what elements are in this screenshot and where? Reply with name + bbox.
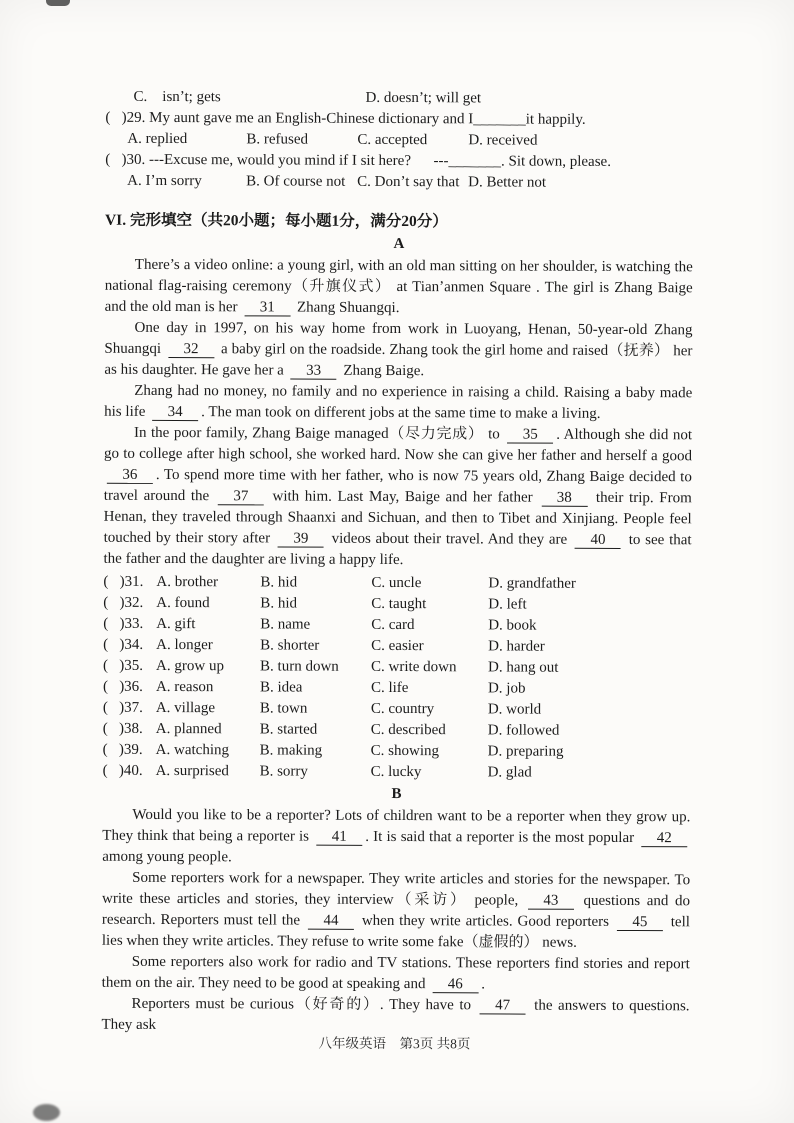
cloze-blank: 35 [507, 427, 553, 443]
cloze-question-row [103, 677, 691, 701]
cloze-blank: 31 [244, 300, 290, 316]
question-number: ( )32. [103, 594, 144, 611]
cloze-blank: 41 [316, 830, 362, 846]
option-a: A. gift [156, 615, 196, 633]
option-d: D. followed [487, 722, 560, 739]
passage-paragraph: Zhang had no money, no family and no experience in raising a child. Raising a baby made his life 34 . The man took on different jobs at the same time to make a living. [104, 382, 693, 422]
cloze-blank: 38 [541, 491, 587, 507]
option-c: C. life [370, 679, 409, 697]
question-29-stem: ( )29. My aunt gave me an English-Chinese dictionary and I_______it happily. [105, 109, 586, 128]
option-c: C. isn’t; gets [133, 88, 221, 106]
passage-paragraph: Would you like to be a reporter? Lots of children want to be a reporter when they grow up. They think that being a reporter is 41 . It is said that a reporter is the most popular 42 among young people. [102, 806, 691, 866]
cloze-blank: 39 [278, 531, 324, 547]
option-a: A. found [156, 594, 210, 612]
cloze-question-row [103, 656, 691, 680]
option-b: B. refused [246, 131, 309, 148]
cloze-blank: 32 [168, 342, 214, 358]
cloze-a-questions [103, 572, 692, 785]
question-number: ( )37. [102, 699, 143, 716]
option-c: C. showing [370, 742, 440, 760]
question-number: ( )40. [102, 762, 143, 779]
question-number: ( )34. [103, 636, 144, 653]
passage-paragraph: Some reporters also work for radio and TV stations. These reporters find stories and report them on the air. They need to be good at speaking and 46 . [101, 953, 690, 993]
option-a: A. grow up [156, 657, 225, 675]
passage-paragraph: One day in 1997, on his way home from work in Luoyang, Henan, 50-year-old Zhang Shuangqi 32 a baby girl on the roadside. Zhang took the girl home and raised（抚养） her as his daughter. He gave her a 33 Zhang Baige. [104, 319, 693, 380]
question-number: ( )39. [102, 741, 143, 758]
option-d: D. job [487, 680, 526, 697]
question-number: ( )33. [103, 615, 144, 632]
cloze-blank: 34 [152, 405, 198, 421]
option-c: C. accepted [357, 131, 428, 149]
option-d: D. glad [487, 764, 532, 781]
cloze-blank: 36 [107, 468, 153, 484]
question-number: ( )36. [102, 678, 143, 695]
option-c: C. Don’t say that [357, 173, 460, 191]
option-b: B. town [259, 700, 308, 717]
option-c: C. uncle [371, 574, 422, 592]
cloze-blank: 45 [617, 915, 663, 931]
option-c: C. described [370, 721, 446, 739]
option-a: A. village [155, 699, 216, 717]
section-vi-heading: VI. 完形填空（共20小题；每小题1分，满分20分） [104, 211, 448, 231]
option-d: D. world [487, 701, 542, 718]
option-d: D. received [468, 132, 538, 149]
page-footer: 八年级英语 第3页 共8页 [318, 1035, 471, 1052]
option-c: C. card [371, 616, 415, 634]
cloze-question-row [103, 740, 691, 764]
cloze-question-row [103, 635, 691, 659]
option-b: B. started [259, 721, 318, 738]
question-number: ( )35. [103, 657, 144, 674]
option-a: A. planned [155, 720, 222, 738]
option-b: B. sorry [259, 763, 308, 780]
option-b: B. Of course not [246, 173, 346, 190]
option-b: B. turn down [260, 658, 339, 675]
question-30-options [127, 171, 693, 194]
option-d: D. harder [488, 638, 545, 655]
option-d: D. Better not [468, 174, 547, 191]
passage-paragraph: Reporters must be curious（好奇的）. They have to 47 the answers to questions. They ask [101, 995, 690, 1033]
option-a: A. reason [155, 678, 214, 696]
option-d: D. book [488, 617, 537, 634]
passage-paragraph: There’s a video online: a young girl, with an old man sitting on her shoulder, is watching the national flag-raising ceremony（升旗仪式） at Tian’anmen Square . The girl is Zhang Baige and the old man is her 31 Zhang Shuangqi. [104, 256, 693, 317]
cloze-blank: 47 [480, 998, 526, 1014]
scan-artifact-top [46, 0, 70, 6]
option-a: A. brother [156, 573, 219, 591]
cloze-blank: 42 [641, 831, 687, 847]
question-number: ( )31. [103, 573, 144, 590]
option-b: B. shorter [260, 637, 320, 654]
option-b: B. name [260, 616, 311, 633]
cloze-question-row [103, 614, 691, 638]
question-number: ( )38. [102, 720, 143, 737]
passage-paragraph: Some reporters work for a newspaper. They write articles and stories for the newspaper. To write these articles and stories, they interview（采访） people, 43 questions and do research. Reporters must tell the 44 when they write articles. Good reporters 45 tell lies when they write articles. They refuse to write some fake（虚假的） news. [101, 869, 691, 951]
option-c: C. taught [371, 595, 427, 613]
cloze-a-paragraphs [103, 255, 692, 573]
option-c: C. easier [371, 637, 424, 655]
question-29-options [127, 129, 693, 152]
cloze-blank: 37 [218, 489, 264, 505]
cloze-question-row [103, 698, 691, 722]
cloze-blank: 46 [432, 977, 478, 993]
passage-b-label: B [391, 785, 402, 803]
cloze-question-row [103, 593, 691, 617]
option-b: B. making [259, 742, 323, 759]
option-a: A. replied [127, 130, 188, 148]
passage-a-label: A [393, 235, 405, 253]
option-d: D. preparing [487, 743, 564, 760]
option-d: D. grandfather [488, 575, 576, 592]
option-a: A. longer [156, 636, 213, 654]
option-a: A. surprised [155, 762, 229, 780]
cloze-question-row [103, 761, 691, 785]
cloze-question-row [103, 719, 691, 743]
passage-paragraph: In the poor family, Zhang Baige managed（尽力完成） to 35 . Although she did not go to college after high school, she worked hard. Now she can give her father and herself a good 36 . To spend more time with her father, who is now 75 years old, Zhang Baige decided to travel around the 37 with him. Last May, Baige and her father 38 their trip. From Henan, they traveled through Shaanxi and Sichuan, and then to Tibet and Xinjiang. People feel touched by their story after 39 videos about their travel. And they are 40 to see that the father and the daughter are living a happy life. [103, 424, 693, 569]
page-content [101, 87, 693, 1039]
option-b: B. hid [260, 595, 298, 612]
cloze-question-row [103, 572, 691, 596]
cloze-b-paragraphs [101, 805, 690, 1039]
option-c: C. write down [371, 658, 457, 676]
scan-artifact-bottom [33, 1104, 60, 1121]
cloze-blank: 44 [308, 914, 354, 930]
option-b: B. idea [259, 679, 303, 696]
option-b: B. hid [260, 574, 298, 591]
option-d: D. left [488, 596, 527, 613]
option-c: C. country [370, 700, 435, 718]
cloze-blank: 40 [575, 533, 621, 549]
option-a: A. watching [155, 741, 230, 759]
option-d: D. hang out [488, 659, 559, 676]
cloze-blank: 33 [291, 364, 337, 380]
option-d: D. doesn’t; will get [365, 89, 482, 107]
option-a: A. I’m sorry [127, 172, 202, 190]
question-30-stem: ( )30. ---Excuse me, would you mind if I sit here? ---_______. Sit down, please. [105, 151, 612, 170]
prev-question-options-cd [133, 87, 693, 110]
option-c: C. lucky [370, 763, 422, 781]
cloze-blank: 43 [528, 894, 574, 910]
